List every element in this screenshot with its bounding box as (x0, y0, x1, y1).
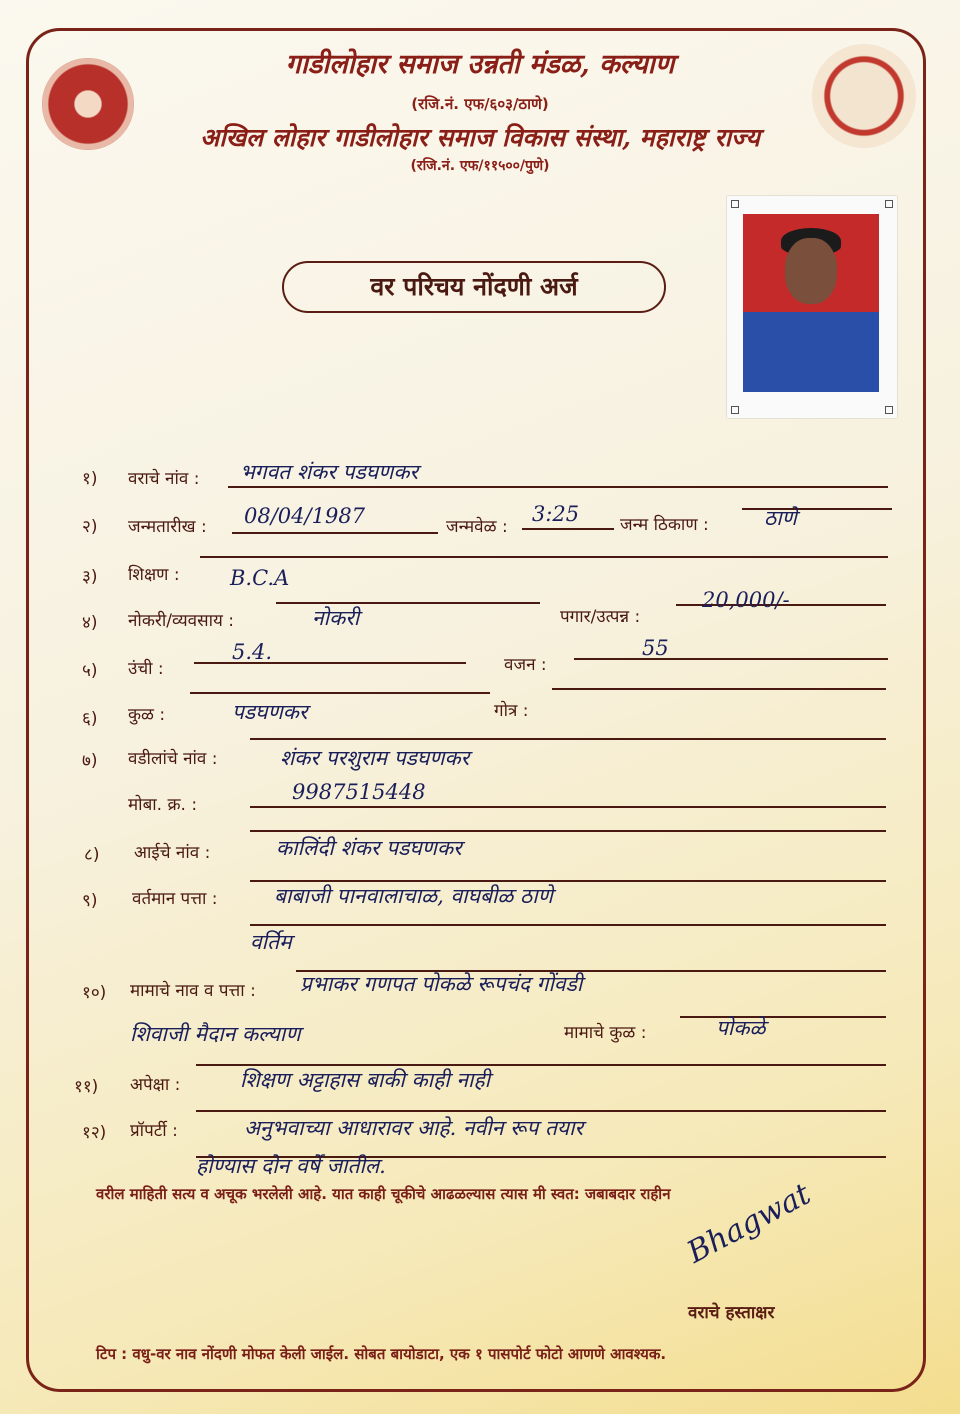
uncle-value-2[interactable]: शिवाजी मैदान कल्याण (130, 1022, 301, 1046)
father-name-label: वडीलांचे नांव : (128, 749, 218, 769)
field-number: ६) (82, 709, 98, 729)
groom-name-value[interactable]: भगवत शंकर पडघणकर (240, 460, 419, 484)
weight-line (574, 658, 888, 660)
birthdate-value[interactable]: 08/04/1987 (244, 504, 366, 528)
signature-label: वराचे हस्ताक्षर (688, 1303, 775, 1323)
address-label: वर्तमान पत्ता : (132, 889, 218, 909)
field-number: ४) (82, 613, 98, 633)
org-name-1: गाडीलोहार समाज उन्नती मंडळ, कल्याण (285, 49, 675, 80)
clan-value[interactable]: पडघणकर (232, 700, 308, 724)
height-label: उंची : (128, 659, 164, 679)
field-number: १) (82, 469, 98, 489)
clan-label: कुळ : (128, 705, 166, 725)
photo-image (743, 214, 879, 392)
footer-note: टिप : वधु-वर नाव नोंदणी मोफत केली जाईल. सोबत बायोडाटा, एक १ पासपोर्ट फोटो आणणे आवश्यक. (96, 1345, 667, 1363)
birth-place-label: जन्म ठिकाण : (620, 515, 709, 535)
uncle-clan-line (680, 1016, 886, 1018)
birth-time-line (522, 528, 614, 530)
org-name-2: अखिल लोहार गाडीलोहार समाज विकास संस्था, महाराष्ट्र राज्य (200, 123, 760, 152)
father-name-line (250, 738, 886, 740)
mobile-value[interactable]: 9987515448 (292, 780, 426, 804)
form-title: वर परिचय नोंदणी अर्ज (282, 261, 666, 313)
birthdate-label: जन्मतारीख : (128, 517, 207, 537)
passport-photo (727, 196, 897, 418)
weight-value[interactable]: 55 (642, 636, 669, 660)
clan-line (190, 692, 490, 694)
groom-name-label: वराचे नांव : (128, 469, 200, 489)
gotra-line (552, 688, 886, 690)
mother-name-label: आईचे नांव : (134, 843, 211, 863)
property-value[interactable]: अनुभवाच्या आधारावर आहे. नवीन रूप तयार (244, 1116, 584, 1140)
field-number: ५) (82, 661, 98, 681)
address-value[interactable]: बाबाजी पानवालाचाळ, वाघबीळ ठाणे (274, 884, 553, 908)
declaration-text: वरील माहिती सत्य व अचूक भरलेली आहे. यात काही चूकीचे आढळल्यास त्यास मी स्वत: जबाबदार राहीन (96, 1185, 671, 1203)
address-line-2 (250, 924, 886, 926)
field-number: १२) (82, 1123, 107, 1143)
salary-label: पगार/उत्पन्न : (560, 607, 641, 627)
mobile-line (250, 806, 886, 808)
mobile-label: मोबा. क्र. : (128, 795, 198, 815)
property-line (196, 1110, 886, 1112)
field-number: २) (82, 517, 98, 537)
weight-label: वजन : (504, 655, 547, 675)
mother-name-value[interactable]: कालिंदी शंकर पडघणकर (276, 836, 462, 860)
birth-time-value[interactable]: 3:25 (532, 502, 580, 526)
reg-number-1: (रजि.नं. एफ/६०३/ठाणे) (411, 95, 549, 113)
uncle-label: मामाचे नाव व पत्ता : (130, 981, 256, 1001)
birth-time-label: जन्मवेळ : (446, 517, 508, 537)
height-value[interactable]: 5.4. (232, 640, 273, 664)
uncle-clan-value[interactable]: पोकळे (716, 1016, 766, 1040)
field-number: ३) (82, 567, 98, 587)
occupation-label: नोकरी/व्यवसाय : (128, 611, 234, 631)
gotra-label: गोत्र : (494, 701, 529, 721)
father-name-value[interactable]: शंकर परशुराम पडघणकर (280, 746, 470, 770)
education-label: शिक्षण : (128, 565, 180, 585)
signature: Bhagwat (681, 1176, 817, 1271)
field-number: ७) (82, 751, 98, 771)
reg-number-2: (रजि.नं. एफ/११५००/पुणे) (410, 158, 550, 174)
field-number: १०) (82, 983, 107, 1003)
groom-name-line (228, 486, 888, 488)
mother-name-line (250, 830, 886, 832)
property-label: प्रॉपर्टी : (130, 1121, 178, 1141)
salary-value[interactable]: 20,000/- (702, 588, 790, 612)
field-number: ८) (84, 845, 100, 865)
expectations-label: अपेक्षा : (130, 1075, 181, 1095)
occupation-value[interactable]: नोकरी (312, 606, 360, 630)
birth-place-value[interactable]: ठाणे (764, 506, 797, 530)
uncle-clan-label: मामाचे कुळ : (564, 1023, 647, 1043)
birthdate-line (232, 532, 438, 534)
field-number: ९) (82, 891, 98, 911)
property-value-2[interactable]: होण्यास दोन वर्षे जातील. (196, 1154, 386, 1178)
expectations-value[interactable]: शिक्षण अट्टाहास बाकी काही नाही (240, 1068, 491, 1092)
education-value[interactable]: B.C.A (230, 566, 290, 590)
uncle-value[interactable]: प्रभाकर गणपत पोकळे रूपचंद गोंवडी (300, 972, 583, 996)
address-value-2[interactable]: वर्तिम (250, 930, 292, 954)
education-line (200, 556, 888, 558)
field-number: ११) (74, 1077, 99, 1097)
